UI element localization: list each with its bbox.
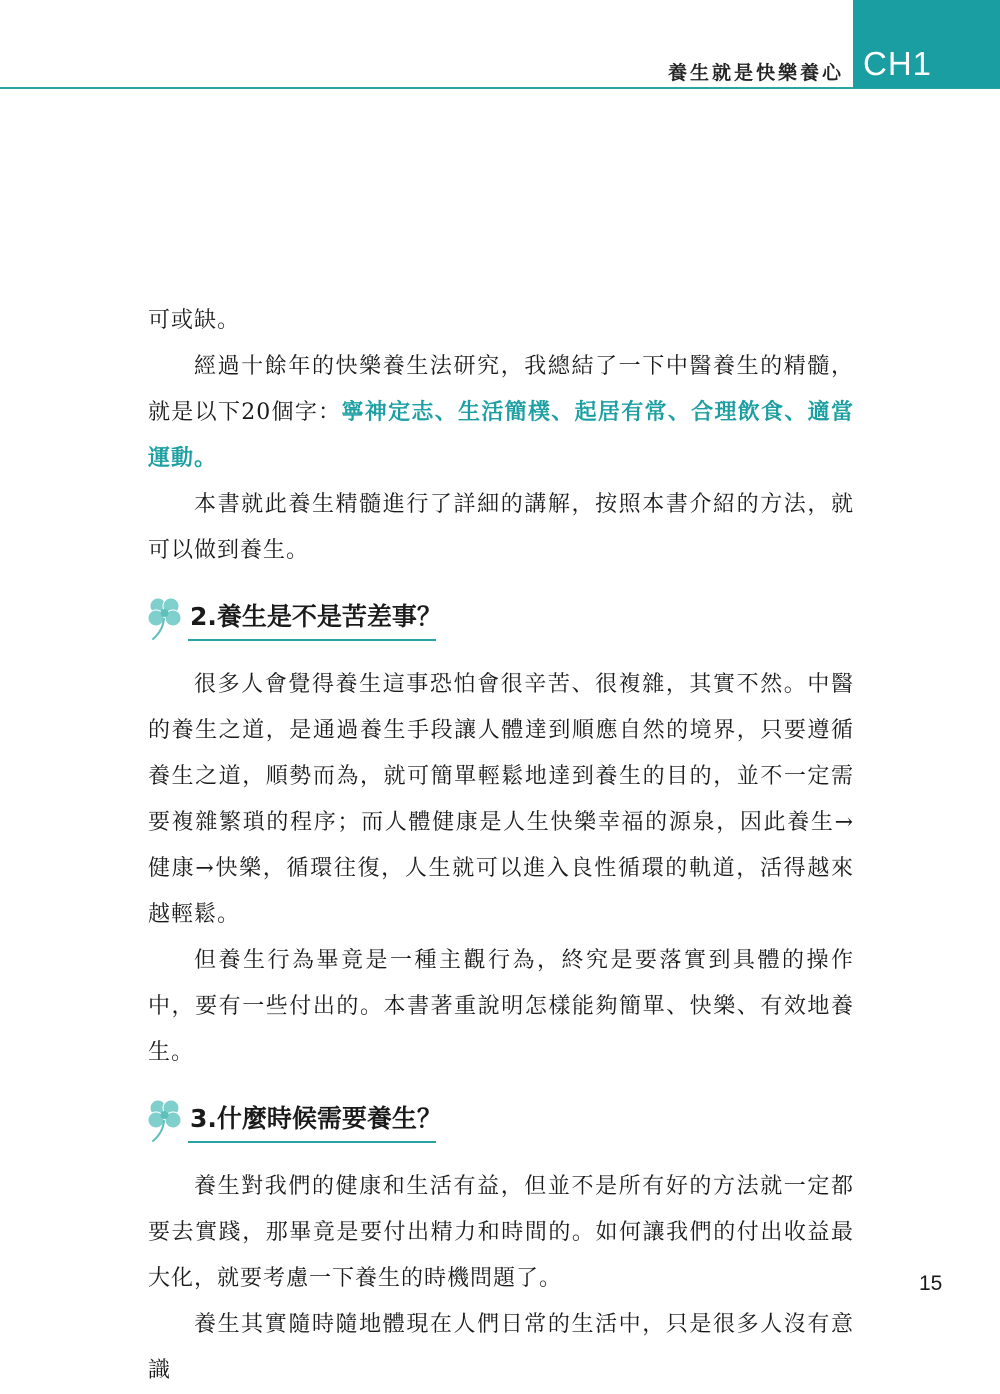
- running-title: 養生就是快樂養心: [667, 62, 844, 84]
- page-body: [148, 298, 854, 1394]
- page-number: 15: [919, 1272, 943, 1295]
- paragraph: [148, 344, 854, 482]
- paragraph-text: 經過十餘年的快樂養生法研究，我總結了一下中醫養生的精髓，就是以下20個字：: [148, 354, 854, 425]
- paragraph: 養生對我們的健康和生活有益，但並不是所有好的方法就一定都要去實踐，那畢竟是要付出精力和時間的。如何讓我們的付出收益最大化，就要考慮一下養生的時機問題了。: [148, 1174, 854, 1291]
- header-rule: [0, 87, 1000, 89]
- paragraph: 本書就此養生精髓進行了詳細的講解，按照本書介紹的方法，就可以做到養生。: [148, 492, 854, 563]
- clover-icon: [144, 1096, 186, 1146]
- paragraph: 很多人會覺得養生這事恐怕會很辛苦、很複雜，其實不然。中醫的養生之道，是通過養生手段讓人體達到順應自然的境界，只要遵循養生之道，順勢而為，就可簡單輕鬆地達到養生的目的，並不一定需要複雜繁瑣的程序；而人體健康是人生快樂幸福的源泉，因此養生→健康→快樂，循環往復，人生就可以進入良性循環的軌道，活得越來越輕鬆。: [148, 672, 854, 927]
- highlight-text: 寧神定志、生活簡樸、起居有常、合理飲食、適當運動。: [148, 400, 854, 471]
- heading-underline: [188, 1141, 436, 1143]
- section-title: 3.什麼時候需要養生？: [190, 1104, 442, 1133]
- chapter-tab: [853, 0, 1000, 88]
- section-heading: [148, 600, 854, 644]
- paragraph: 但養生行為畢竟是一種主觀行為，終究是要落實到具體的操作中，要有一些付出的。本書著重說明怎樣能夠簡單、快樂、有效地養生。: [148, 948, 854, 1065]
- paragraph: 養生其實隨時隨地體現在人們日常的生活中，只是很多人沒有意識: [148, 1312, 854, 1383]
- section-title: 2.養生是不是苦差事？: [190, 602, 442, 631]
- clover-icon: [144, 594, 186, 644]
- heading-underline: [188, 639, 436, 641]
- section-heading: [148, 1102, 854, 1146]
- paragraph: 可或缺。: [148, 308, 241, 333]
- chapter-label: CH1: [863, 45, 933, 82]
